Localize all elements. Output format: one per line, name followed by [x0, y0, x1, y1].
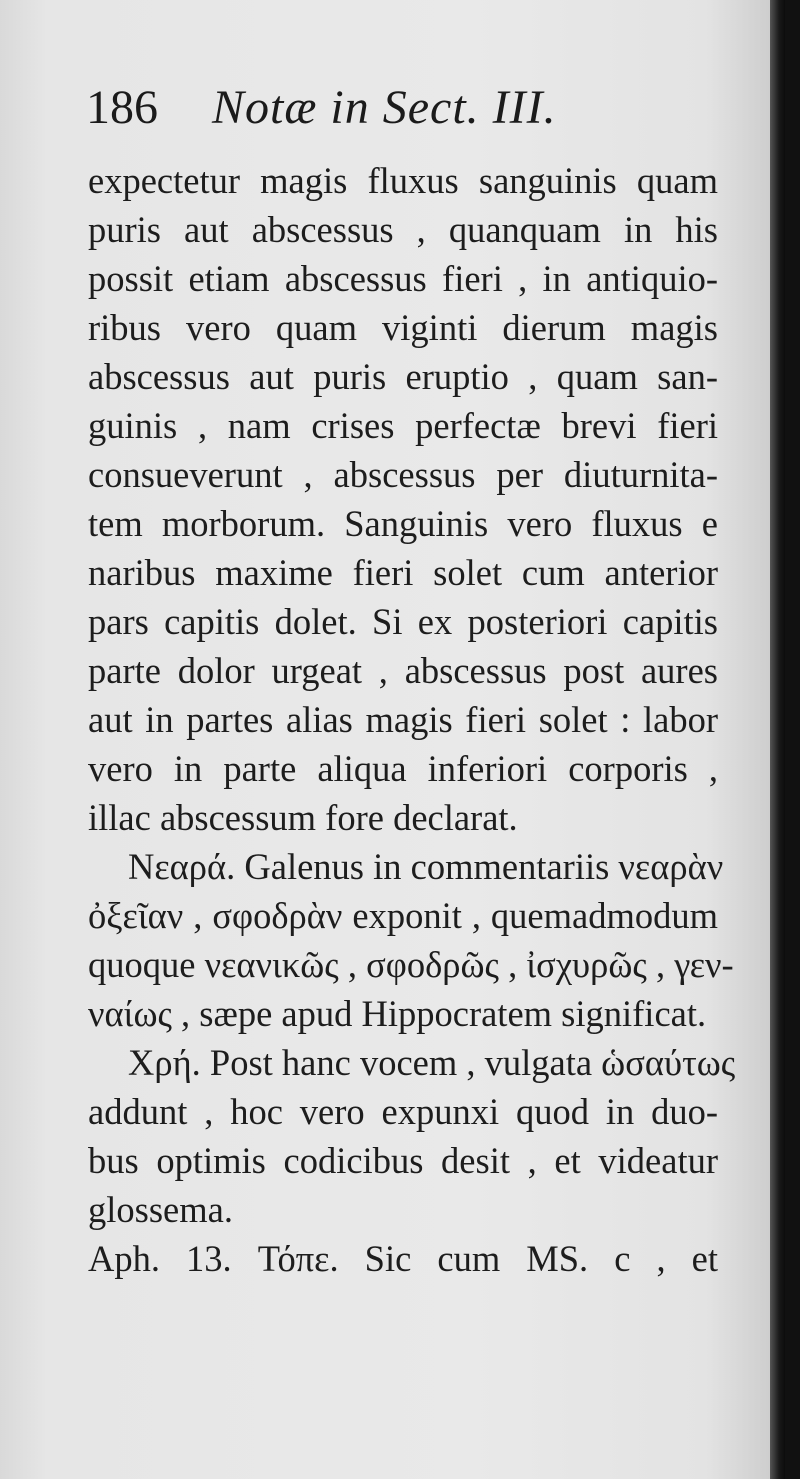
- text-line: Aph. 13. Τόπε. Sic cum MS. c , et: [88, 1238, 718, 1279]
- text-line: glossema.: [88, 1189, 233, 1230]
- body-text: [88, 156, 736, 1283]
- running-title: Notæ in Sect. III.: [212, 81, 557, 134]
- text-line: guinis , nam crises perfectæ brevi fieri: [88, 405, 718, 446]
- text-line: Χρή. Post hanc vocem , vulgata ὡσαύτως: [128, 1042, 736, 1083]
- text-line: vero in parte aliqua inferiori corporis ,: [88, 748, 718, 789]
- page-header: [86, 78, 557, 138]
- text-line: pars capitis dolet. Si ex posteriori capitis: [88, 601, 718, 642]
- text-line: parte dolor urgeat , abscessus post aures: [88, 650, 718, 691]
- text-line: Νεαρά. Galenus in commentariis νεαρὰν: [128, 846, 724, 887]
- text-line: possit etiam abscessus fieri , in antiquio-: [88, 258, 718, 299]
- text-line: naribus maxime fieri solet cum anterior: [88, 552, 718, 593]
- text-line: ναίως , sæpe apud Hippocratem significat.: [88, 993, 707, 1034]
- page-edge-shadow: [770, 0, 785, 1479]
- text-line: puris aut abscessus , quanquam in his: [88, 209, 718, 250]
- text-line: ὀξεῖαν , σφοδρὰν exponit , quemadmodum: [88, 895, 718, 936]
- text-line: quoque νεανικῶς , σφοδρῶς , ἰσχυρῶς , γεν-: [88, 944, 734, 985]
- text-line: aut in partes alias magis fieri solet : labor: [88, 699, 718, 740]
- text-line: addunt , hoc vero expunxi quod in duo-: [88, 1091, 718, 1132]
- text-line: ribus vero quam viginti dierum magis: [88, 307, 718, 348]
- text-line: abscessus aut puris eruptio , quam san-: [88, 356, 718, 397]
- text-line: bus optimis codicibus desit , et videatur: [88, 1140, 718, 1181]
- page-number: 186: [86, 81, 158, 134]
- text-line: expectetur magis fluxus sanguinis quam: [88, 160, 718, 201]
- text-line: illac abscessum fore declarat.: [88, 797, 518, 838]
- text-line: tem morborum. Sanguinis vero fluxus e: [88, 503, 718, 544]
- text-line: consueverunt , abscessus per diuturnita-: [88, 454, 718, 495]
